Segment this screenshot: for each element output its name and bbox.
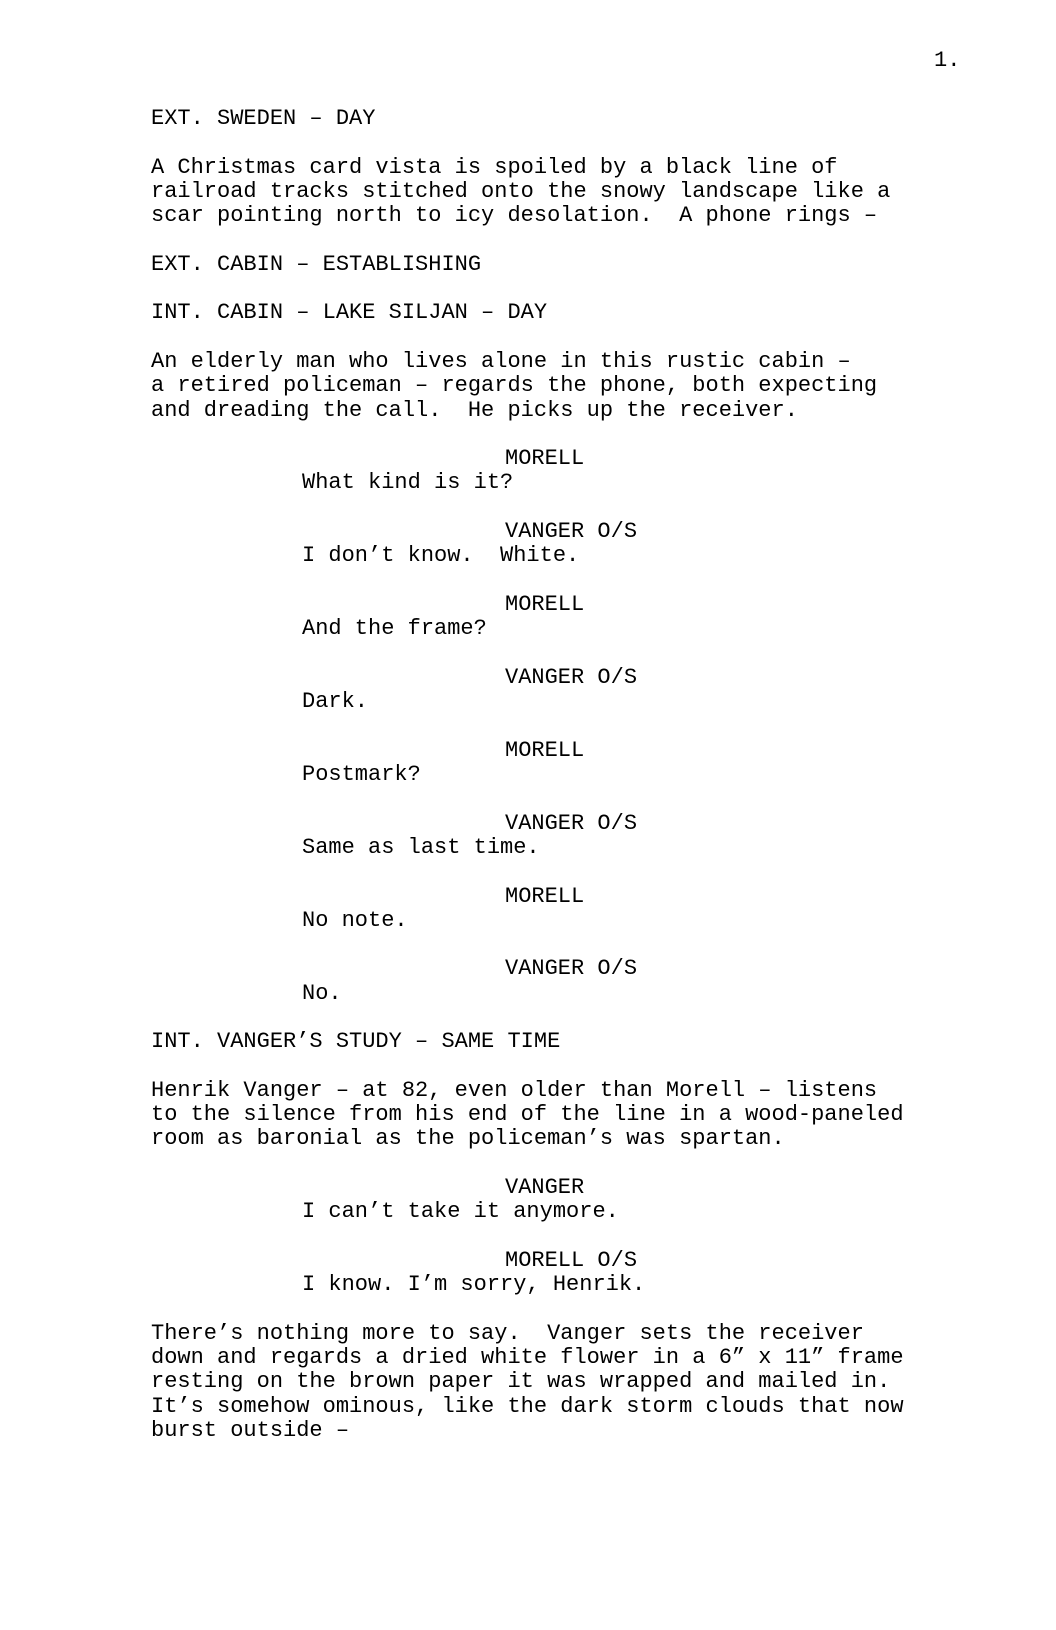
scene-heading: INT. CABIN – LAKE SILJAN – DAY: [151, 300, 548, 326]
character-name: MORELL: [505, 446, 585, 472]
scene-heading: EXT. SWEDEN – DAY: [151, 106, 376, 131]
dialogue-line: What kind is it?: [302, 470, 514, 496]
character-name: MORELL: [505, 737, 585, 763]
action-line: An elderly man who lives alone in this rustic cabin – a retired policeman – regards the phone, both expecting and dreading the call. He picks up the receiver.: [151, 348, 878, 423]
action-line: Henrik Vanger – at 82, even older than Morell – listens to the silence from his end of the line in a wood-paneled room as baronial as the policeman’s was spartan.: [151, 1077, 904, 1152]
character-name: VANGER O/S: [505, 810, 638, 836]
screenplay-body: [0, 107, 1056, 1468]
dialogue-line: I know. I’m sorry, Henrik.: [302, 1272, 646, 1298]
scene-heading: INT. VANGER’S STUDY – SAME TIME: [151, 1029, 561, 1055]
dialogue-line: Dark.: [302, 689, 369, 715]
action-line: There’s nothing more to say. Vanger sets the receiver down and regards a dried white flower in a 6” x 11” frame resting on the brown paper it was wrapped and mailed in. It’s somehow ominous, like the dark storm clouds that now burst outside –: [151, 1320, 904, 1444]
dialogue-line: And the frame?: [302, 616, 487, 642]
dialogue-line: No note.: [302, 907, 408, 933]
dialogue-line: I don’t know. White.: [302, 543, 580, 569]
character-name: MORELL: [505, 883, 585, 909]
character-name: VANGER O/S: [505, 519, 638, 545]
scene-heading: EXT. CABIN – ESTABLISHING: [151, 251, 482, 277]
character-name: VANGER O/S: [505, 664, 638, 690]
character-name: VANGER: [505, 1175, 585, 1201]
dialogue-line: Same as last time.: [302, 834, 540, 860]
dialogue-line: Postmark?: [302, 762, 421, 788]
character-name: MORELL O/S: [505, 1247, 638, 1273]
character-name: VANGER O/S: [505, 956, 638, 982]
dialogue-line: No.: [302, 980, 342, 1006]
action-line: A Christmas card vista is spoiled by a black line of railroad tracks stitched onto the snowy landscape like a scar pointing north to icy desolation. A phone rings –: [151, 154, 891, 229]
character-name: MORELL: [505, 591, 585, 617]
page-number: 1.: [934, 48, 961, 73]
dialogue-line: I can’t take it anymore.: [302, 1199, 619, 1225]
